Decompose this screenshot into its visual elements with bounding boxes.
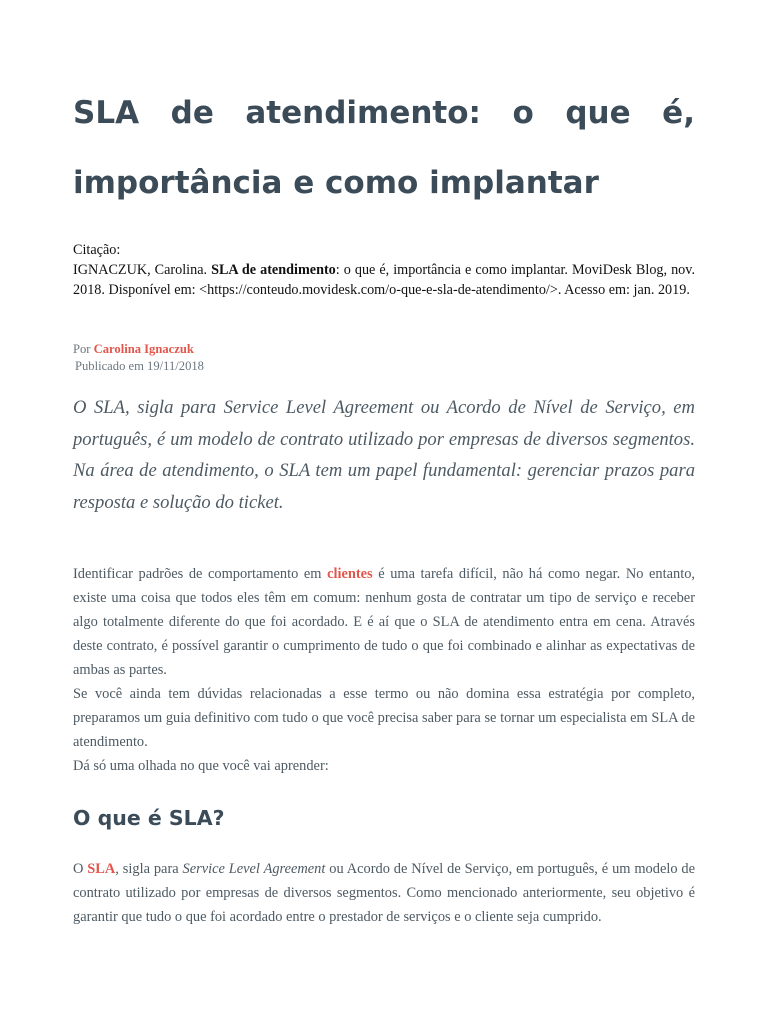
body-text: Identificar padrões de comportamento em [73, 566, 328, 582]
citation-bold-title: SLA de atendimento [211, 262, 336, 278]
section-text: O [73, 861, 88, 877]
byline-author-line [73, 341, 695, 358]
sla-link[interactable]: SLA [87, 861, 116, 877]
citation-reference [73, 260, 695, 300]
section-paragraph [73, 857, 695, 929]
body-text: é uma tarefa difícil, não há como negar. No entanto, existe uma coisa que todos eles têm em comum: nenhum gosta de contratar um tipo de serviço e receber algo totalmente diferente do que foi acordado. E é aí que o SLA de atendimento entra em cena. Através deste contrato, é possível garantir o cumprimento de tudo o que foi combinado e alinhar as expectativas de ambas as partes. [73, 566, 695, 678]
article-title: SLA de atendimento: o que é, importância e como implantar [73, 95, 695, 201]
citation-label: Citação: [73, 242, 121, 258]
clientes-link[interactable]: clientes [327, 566, 373, 582]
article-body [73, 562, 695, 778]
section-italic-term: Service Level Agreement [182, 861, 326, 877]
citation-suffix: : o que é, importância e como implantar. MoviDesk Blog, nov. 2018. Disponível em: <https://conteudo.movidesk.com/o-que-e-sla-de-atendimento/>. Acesso em: jan. 2019. [73, 262, 695, 298]
body-paragraph-3: Dá só uma olhada no que você vai aprender: [73, 758, 329, 774]
byline [73, 341, 695, 375]
body-paragraph-2: Se você ainda tem dúvidas relacionadas a esse termo ou não domina essa estratégia por completo, preparamos um guia definitivo com tudo o que você precisa saber para se tornar um especialista em SLA de atendimento. [73, 686, 695, 750]
body-paragraph-1 [73, 562, 695, 682]
section-text: , sigla para [115, 861, 183, 877]
section-text: ou Acordo de Nível de Serviço, em português, é um modelo de contrato utilizado por empresas de diversos segmentos. Como mencionado anteriormente, seu objetivo é garantir que tudo o que foi acordado entre o prestador de serviços e o cliente seja cumprido. [73, 861, 696, 925]
section-heading: O que é SLA? [73, 806, 225, 830]
byline-by-label: Por [73, 342, 91, 356]
citation-block [73, 240, 695, 300]
author-link[interactable]: Carolina Ignaczuk [93, 342, 194, 356]
published-date: Publicado em 19/11/2018 [75, 359, 204, 373]
citation-prefix: IGNACZUK, Carolina. [73, 262, 212, 278]
lead-paragraph: O SLA, sigla para Service Level Agreement ou Acordo de Nível de Serviço, em português, é um modelo de contrato utilizado por empresas de diversos segmentos. Na área de atendimento, o SLA tem um papel fundamental: gerenciar prazos para resposta e solução do ticket. [73, 397, 695, 513]
